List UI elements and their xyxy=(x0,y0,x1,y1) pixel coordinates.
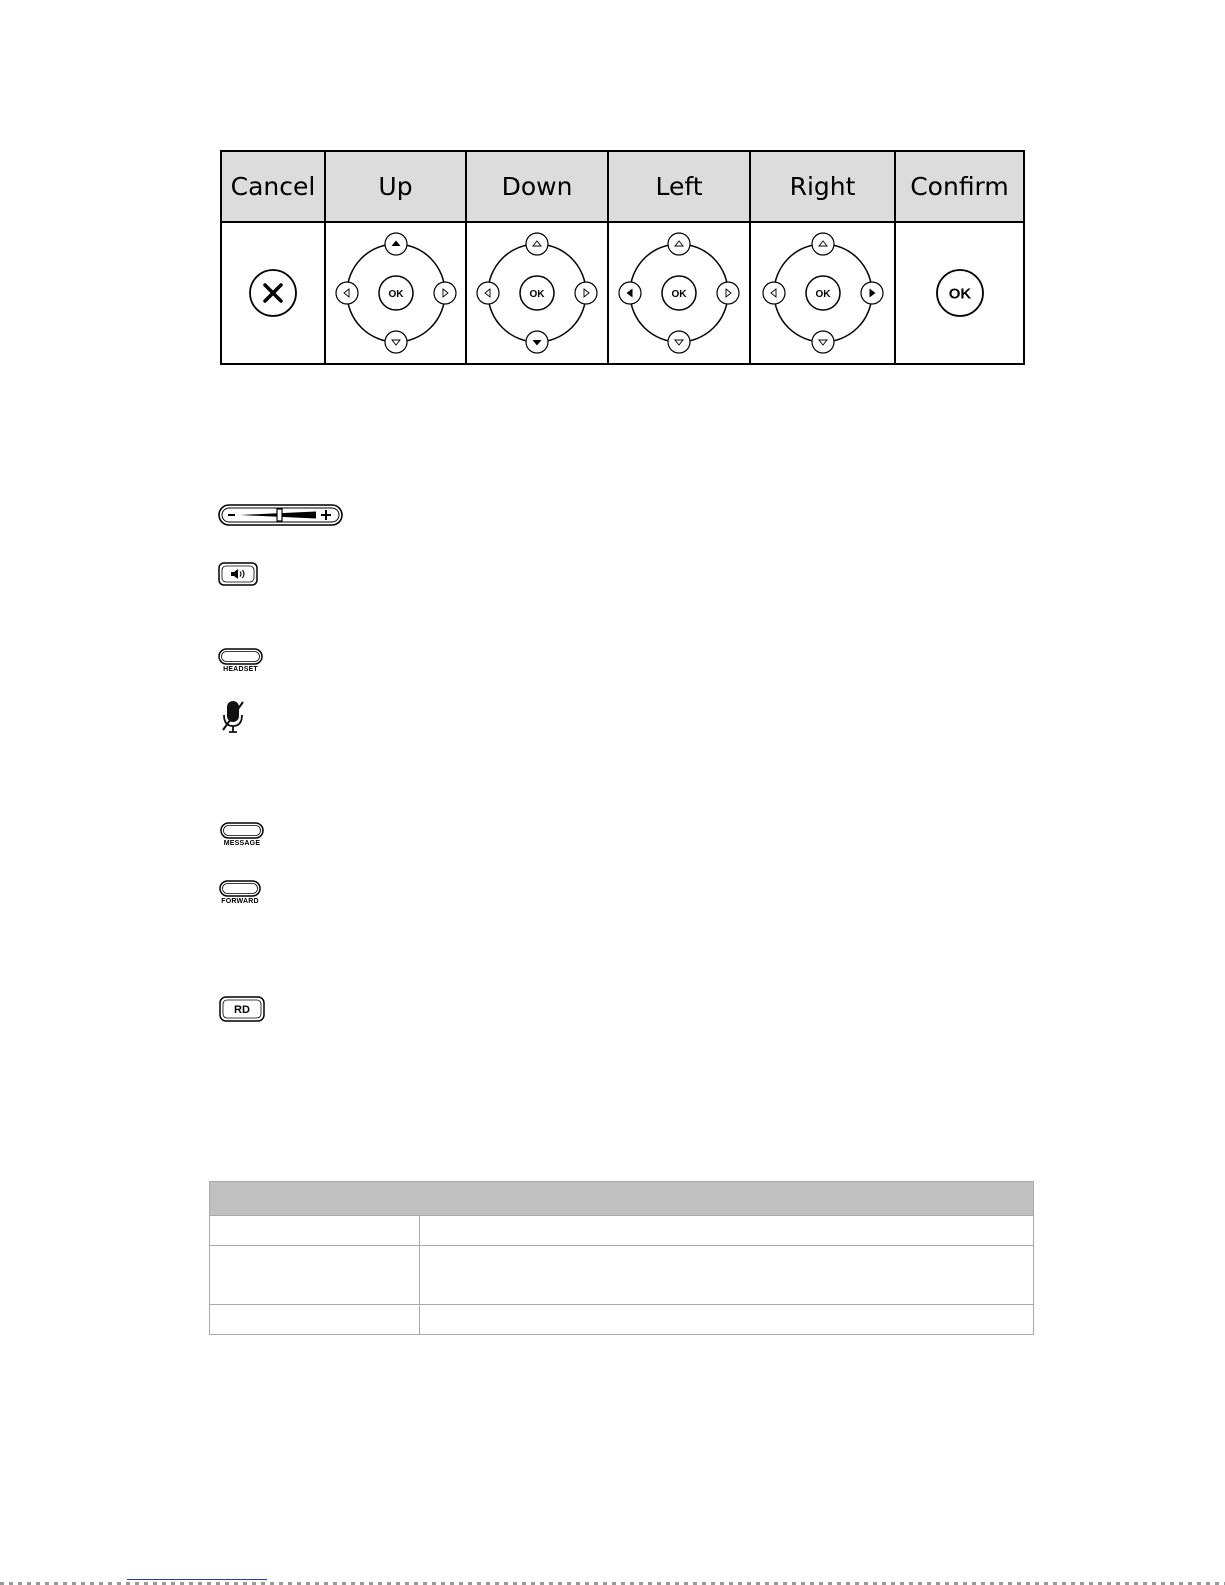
table-cell xyxy=(420,1305,1034,1335)
message-key-label: MESSAGE xyxy=(223,840,261,847)
message-key xyxy=(220,822,264,847)
navigation-pad-right-icon xyxy=(760,230,886,356)
ok-key-label: OK xyxy=(815,289,830,300)
ok-key-label: OK xyxy=(948,285,971,303)
confirm-ok-key-icon xyxy=(935,268,985,318)
header-down: Down xyxy=(466,151,608,222)
navigation-keys-table xyxy=(220,150,1025,365)
forward-key-label: FORWARD xyxy=(221,898,259,905)
cell-cancel xyxy=(221,222,325,364)
headset-key xyxy=(218,648,263,673)
forward-button-icon xyxy=(219,880,261,897)
table-cell xyxy=(210,1305,420,1335)
table-row xyxy=(210,1216,1034,1246)
speaker-icon xyxy=(218,562,258,586)
volume-slider-icon xyxy=(218,504,343,526)
headset-button-icon xyxy=(218,648,263,665)
redial-key xyxy=(219,996,265,1022)
navigation-keys-header-row xyxy=(221,151,1024,222)
header-cancel: Cancel xyxy=(221,151,325,222)
cell-down xyxy=(466,222,608,364)
ok-key-label: OK xyxy=(388,289,403,300)
redial-key-label: RD xyxy=(234,1004,250,1016)
headset-key-label: HEADSET xyxy=(223,666,258,673)
info-table-header-row xyxy=(210,1182,1034,1216)
header-left: Left xyxy=(608,151,750,222)
mute-key xyxy=(220,699,246,735)
cancel-key-icon xyxy=(248,268,298,318)
table-cell xyxy=(210,1216,420,1246)
cell-confirm xyxy=(895,222,1024,364)
cell-right xyxy=(750,222,895,364)
footnote-link-underline xyxy=(127,1579,267,1580)
cell-up xyxy=(325,222,466,364)
navigation-pad-down-icon xyxy=(474,230,600,356)
ok-key-label: OK xyxy=(529,289,545,300)
message-button-icon xyxy=(220,822,264,839)
table-cell xyxy=(420,1246,1034,1305)
speaker-key xyxy=(218,562,258,586)
redial-button-icon xyxy=(219,996,265,1022)
forward-key xyxy=(219,880,261,905)
mute-microphone-icon xyxy=(220,699,246,735)
table-row xyxy=(210,1305,1034,1335)
header-up: Up xyxy=(325,151,466,222)
navigation-pad-left-icon xyxy=(616,230,742,356)
table-cell xyxy=(210,1246,420,1305)
volume-key xyxy=(218,504,343,526)
navigation-keys-icon-row xyxy=(221,222,1024,364)
table-row xyxy=(210,1246,1034,1305)
info-table-header xyxy=(210,1182,1034,1216)
table-cell xyxy=(420,1216,1034,1246)
info-table xyxy=(209,1181,1034,1335)
ok-key-label: OK xyxy=(671,289,687,300)
header-confirm: Confirm xyxy=(895,151,1024,222)
cell-left xyxy=(608,222,750,364)
header-right: Right xyxy=(750,151,895,222)
navigation-pad-up-icon xyxy=(333,230,459,356)
